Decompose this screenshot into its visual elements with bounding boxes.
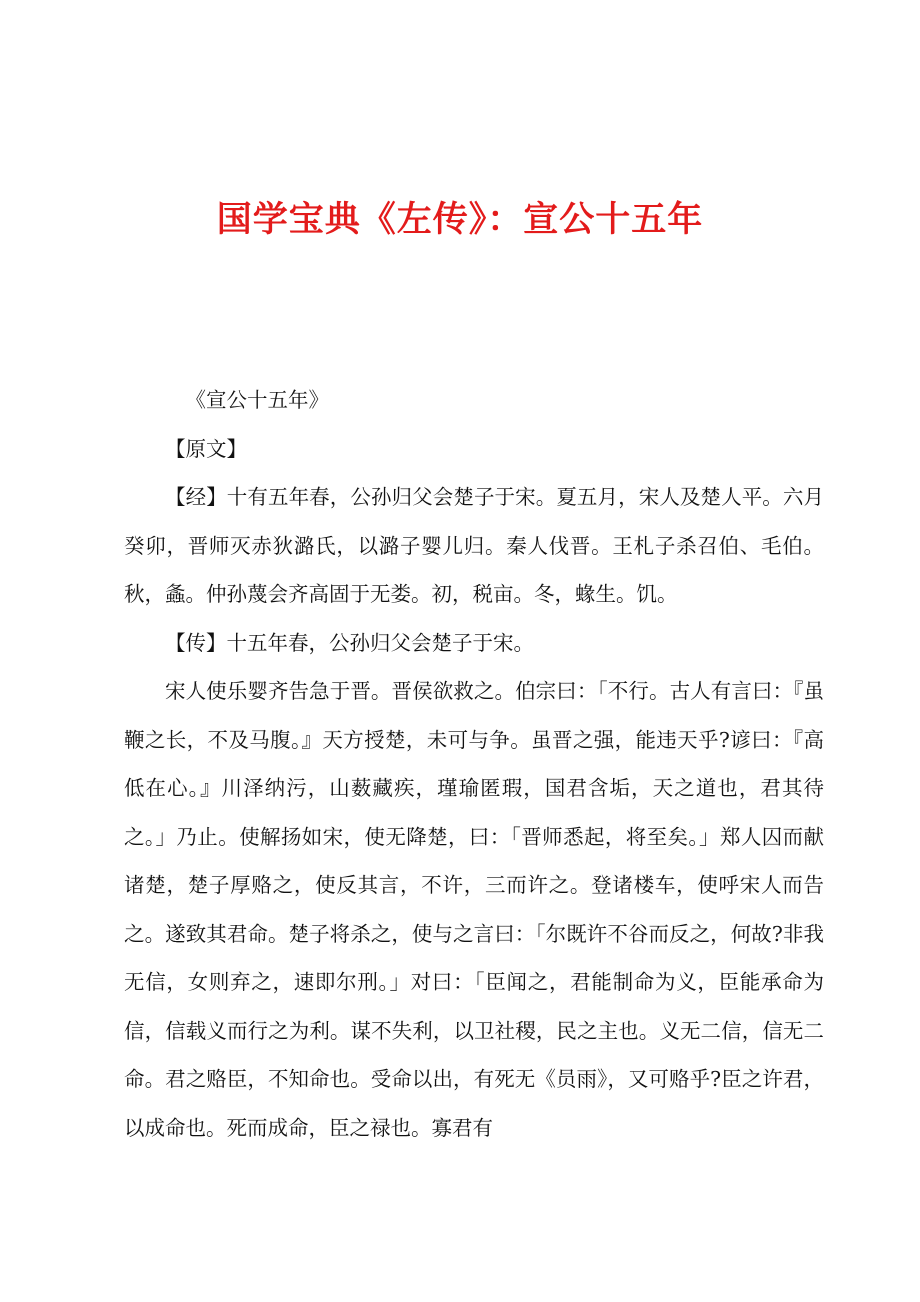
paragraph-main: 宋人使乐婴齐告急于晋。晋侯欲救之。伯宗曰：「不行。古人有言曰：『虽鞭之长，不及马腹。』天方授楚，未可与争。虽晋之强，能违天乎?谚曰：『高低在心。』川泽纳污，山薮藏疾，瑾瑜匿瑕，国君含垢，天之道也，君其待之。」乃止。使解扬如宋，使无降楚，曰：「晋师悉起，将至矣。」郑人囚而献诸楚，楚子厚赂之，使反其言，不许，三而许之。登诸楼车，使呼宋人而告之。遂致其君命。楚子将杀之，使与之言曰：「尔既许不谷而反之，何故?非我无信，女则弃之，速即尔刑。」对曰：「臣闻之，君能制命为义，臣能承命为信，信载义而行之为利。谋不失利，以卫社稷，民之主也。义无二信，信无二命。君之赂臣，不知命也。受命以出，有死无《员雨》，又可赂乎?臣之许君，以成命也。死而成命，臣之禄也。寡君有 bbox=[124, 679, 824, 1140]
page-title: 国学宝典《左传》：宣公十五年 bbox=[216, 199, 704, 240]
paragraph-jing: 【经】十有五年春，公孙归父会楚子于宋。夏五月，宋人及楚人平。六月癸卯，晋师灭赤狄潞氏，以潞子婴儿归。秦人伐晋。王札子杀召伯、毛伯。秋，螽。仲孙蔑会齐高固于无娄。初，税亩。冬，蝝生。饥。 bbox=[124, 485, 824, 606]
chapter-subtitle: 《宣公十五年》 bbox=[185, 388, 329, 412]
section-label-yuanwen: 【原文】 bbox=[165, 436, 247, 461]
document-body bbox=[124, 376, 824, 1152]
paragraph-zhuan: 【传】十五年春，公孙归父会楚子于宋。 bbox=[165, 630, 534, 655]
